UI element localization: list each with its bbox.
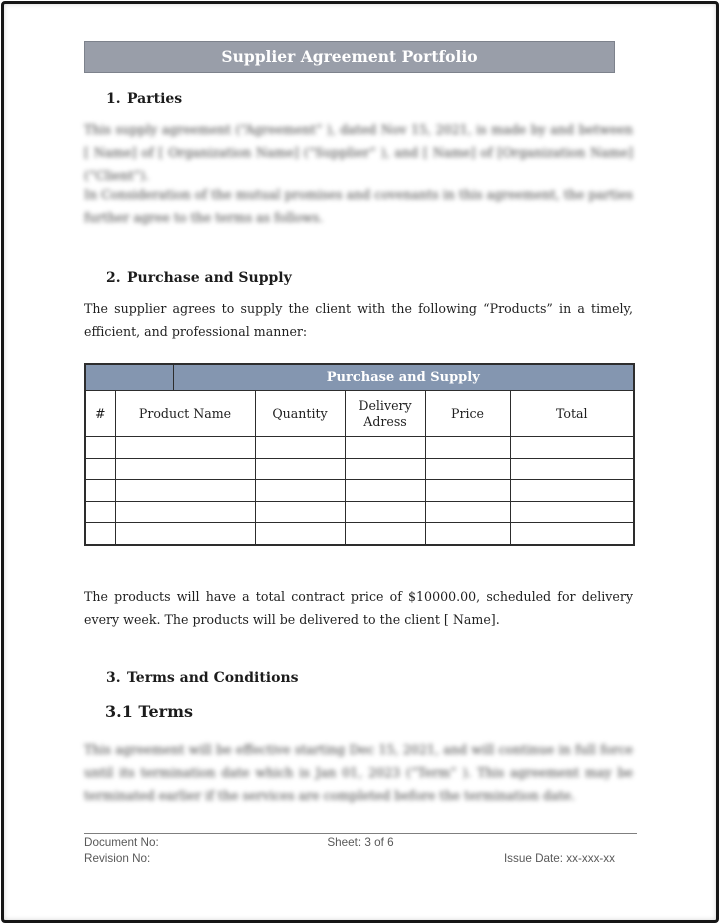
table-banner-row bbox=[85, 364, 634, 391]
section-heading-terms bbox=[106, 670, 299, 686]
column-header-total: Total bbox=[510, 391, 634, 437]
section-number: 3. bbox=[106, 670, 121, 686]
table-empty-row bbox=[85, 523, 634, 545]
page-frame bbox=[1, 1, 719, 923]
table-empty-row bbox=[85, 480, 634, 502]
footer-issue-date: Issue Date: xx-xxx-xx bbox=[503, 852, 615, 865]
column-header-delivery-adress: Delivery Adress bbox=[345, 391, 425, 437]
table-column-header-row bbox=[85, 391, 634, 437]
table-empty-row bbox=[85, 458, 634, 480]
section-number: 2. bbox=[106, 270, 121, 286]
subsection-heading-terms: 3.1 Terms bbox=[105, 702, 194, 721]
column-header-index: # bbox=[85, 391, 115, 437]
products-table bbox=[84, 363, 635, 546]
table-banner-empty-cell bbox=[85, 364, 173, 391]
section-label: Terms and Conditions bbox=[127, 670, 299, 686]
table-banner-title: Purchase and Supply bbox=[173, 364, 634, 391]
document-title: Supplier Agreement Portfolio bbox=[221, 47, 478, 66]
table-empty-row bbox=[85, 437, 634, 459]
footer-document-no: Document No: bbox=[84, 836, 159, 849]
parties-paragraph-1: This supply agreement (“Agreement” ), dated Nov 15, 2021, is made by and between [ Name] of [ Organization Name] (“Supplier” ), and [ Name] of [Organization Name] (“Client”). bbox=[84, 122, 633, 183]
footer-divider bbox=[84, 833, 637, 834]
column-header-quantity: Quantity bbox=[255, 391, 345, 437]
column-header-product-name: Product Name bbox=[115, 391, 255, 437]
purchase-intro-paragraph: The supplier agrees to supply the client with the following “Products” in a timely, efficient, and professional manner: bbox=[84, 301, 633, 339]
footer-revision-no: Revision No: bbox=[84, 852, 151, 865]
section-heading-purchase bbox=[106, 270, 292, 286]
section-heading-parties bbox=[106, 91, 182, 107]
document-title-banner bbox=[84, 41, 615, 73]
section-label: Parties bbox=[127, 91, 183, 107]
document-content bbox=[4, 4, 716, 920]
purchase-note-paragraph: The products will have a total contract price of $10000.00, scheduled for delivery every week. The products will be delivered to the client [ Name]. bbox=[84, 589, 633, 627]
parties-paragraph-2: In Consideration of the mutual promises and covenants in this agreement, the parties further agree to the terms as follows. bbox=[84, 187, 633, 225]
section-label: Purchase and Supply bbox=[127, 270, 292, 286]
column-header-price: Price bbox=[425, 391, 510, 437]
table-empty-row bbox=[85, 501, 634, 523]
footer-sheet-number: Sheet: 3 of 6 bbox=[327, 836, 394, 849]
section-number: 1. bbox=[106, 91, 121, 107]
terms-paragraph: This agreement will be effective starting Dec 15, 2021, and will continue in full force until its termination date which is Jan 01, 2023 (“Term” ). This agreement may be terminated earlier if the services are completed before the termination date. bbox=[84, 742, 633, 803]
